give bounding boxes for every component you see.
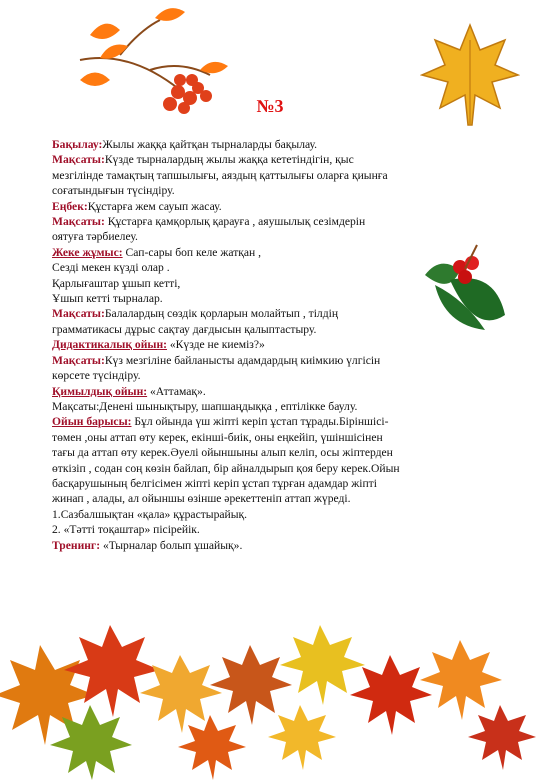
section-label: Қимылдық ойын: (52, 384, 148, 398)
line-text: Жылы жаққа қайтқан тырналарды бақылау. (102, 138, 318, 151)
line-text: мезгілінде тамақтың тапшылығы, аяздың қаттылығы оларға қиынға (52, 168, 388, 182)
text-line (52, 245, 507, 260)
section-label: Мақсаты: (52, 353, 105, 367)
document-body (52, 137, 507, 553)
line-text: Сап-сары боп келе жатқан , (122, 245, 262, 259)
line-text: Күзде тырналардың жылы жаққа кететіндігін, қыс (104, 153, 354, 167)
section-label: Бақылау: (52, 138, 103, 151)
text-line (52, 461, 507, 476)
line-text: Құстарға жем сауып жасау. (87, 199, 222, 213)
line-text: грамматикасы дұрыс сақтау дағдысын қалыптастыру. (52, 322, 317, 336)
line-text: басқарушының белгісімен жіпті керіп ұстап тұрған адамдар жіпті (52, 476, 377, 490)
line-text: Ұшып кетті тырналар. (52, 292, 163, 306)
text-line (52, 291, 507, 306)
text-line (52, 507, 507, 522)
section-label: Ойын барысы: (52, 415, 132, 429)
text-line (52, 399, 507, 414)
text-line (52, 260, 507, 275)
line-text: «Аттамақ». (147, 384, 206, 398)
line-text: төмен ,оны аттап өту керек, екінші-биік, оны еңкейіп, үшіншісінен (52, 430, 383, 444)
text-line (52, 306, 507, 321)
text-line (52, 229, 507, 244)
text-line (52, 322, 507, 337)
section-label: Тренинг: (52, 538, 101, 552)
line-text: Күз мезгіліне байланысты адамдардың киімкию үлгісін (104, 353, 381, 367)
text-line (52, 368, 507, 383)
line-text: Құстарға қамқорлық қарауға , аяушылық сезімдерін (104, 215, 366, 229)
text-line (52, 168, 507, 183)
line-text: Мақсаты:Денені шынықтыру, шапшаңдыққа , ептілікке баулу. (52, 399, 358, 413)
rowan-berry-branch-illustration (60, 0, 240, 120)
text-line (52, 137, 507, 152)
line-text: Балалардың сөздік қорларын молайтып , тілдің (104, 307, 339, 321)
line-text: «Тырналар болып ұшайық». (100, 538, 243, 552)
text-line (52, 476, 507, 491)
section-label: Дидактикалық ойын: (52, 338, 167, 352)
line-text: Сезді мекен күзді олар . (52, 261, 170, 275)
section-label: Мақсаты: (52, 215, 105, 229)
section-label: Еңбек: (52, 199, 88, 213)
page-title: №3 (256, 96, 284, 116)
section-label: Жеке жұмыс: (52, 245, 123, 259)
text-line (52, 414, 507, 429)
line-text: 2. «Тәтті тоқаштар» пісірейік. (52, 523, 200, 537)
line-text: оятуға тәрбиелеу. (52, 230, 138, 244)
line-text: Бұл ойында үш жіпті керіп ұстап тұрады.Біріншісі- (131, 415, 389, 429)
text-line (52, 152, 507, 167)
text-line (52, 199, 507, 214)
line-text: «Күзде не киеміз?» (166, 338, 265, 352)
line-text: жинап , алады, ал ойыншы өзінше әрекеттеніп аттап жүреді. (52, 492, 351, 506)
line-text: тағы да аттап өту керек.Әуелі ойыншыны алып келіп, осы жіптерден (52, 446, 393, 460)
text-line (52, 491, 507, 506)
text-line (52, 276, 507, 291)
text-line (52, 430, 507, 445)
text-line (52, 353, 507, 368)
line-text: Қарлығаштар ұшып кетті, (52, 276, 181, 290)
line-text: көрсете түсіндіру. (52, 369, 141, 383)
line-text: 1.Сазбалшықтан «қала» құрастырайық. (52, 507, 248, 521)
text-line (52, 183, 507, 198)
line-text: соғатындығын түсіндіру. (52, 184, 175, 198)
text-line (52, 522, 507, 537)
line-text: өткізіп , содан соң көзін байлап, бір айналдырып қоя беру керек.Ойын (52, 461, 400, 475)
text-line (52, 214, 507, 229)
text-line (52, 337, 507, 352)
section-label: Мақсаты: (52, 307, 105, 321)
text-line (52, 384, 507, 399)
text-line (52, 445, 507, 460)
autumn-leaves-border-illustration (0, 585, 540, 780)
text-line (52, 538, 507, 553)
maple-leaf-illustration (420, 20, 520, 130)
section-label: Мақсаты: (52, 153, 105, 167)
